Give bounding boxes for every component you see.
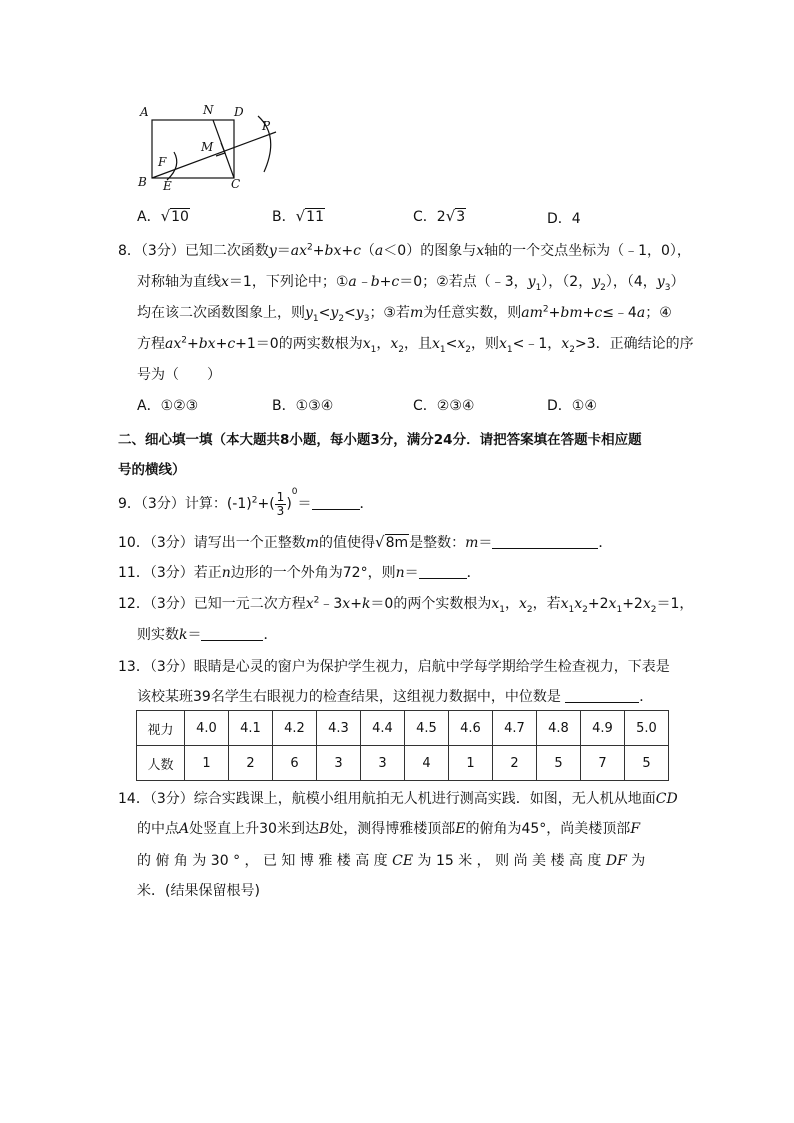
text: ，若: [532, 596, 561, 612]
text: 该校某班39名学生右眼视力的检查结果，这组视力数据中，中位数是: [137, 689, 561, 705]
math: n: [395, 565, 405, 581]
text: ＝: [478, 535, 493, 551]
q7-option-b[interactable]: [272, 206, 325, 226]
text: ＝: [187, 627, 202, 643]
table-cell: 4.6: [449, 711, 493, 746]
math: x: [642, 596, 651, 612]
text: ＝1，下列论中；①: [228, 274, 349, 290]
table-cell: 4.2: [273, 711, 317, 746]
math: y: [592, 274, 601, 290]
text: ，且: [404, 336, 432, 352]
table-cell: 4.7: [493, 711, 537, 746]
label-f: F: [158, 155, 167, 169]
q8-line3: 均在该二次函数图象上，则$y_1<y_2<y_3$；③若m为任意实数，则$am^2+bm+c\le﹣4a$；④: [137, 304, 672, 324]
q9: [118, 484, 374, 524]
table-cell: 4: [405, 746, 449, 781]
vision-table: [136, 710, 669, 781]
q14-line4: 米．(结果保留根号): [137, 883, 260, 899]
text: 均在该二次函数图象上，则: [137, 305, 305, 321]
label-m: M: [201, 140, 214, 154]
text: 处竖直上升30米到达: [189, 821, 319, 837]
table-cell: 2: [493, 746, 537, 781]
text: 的图象与: [420, 243, 477, 259]
table-cell: 4.4: [361, 711, 405, 746]
table-cell: 4.3: [317, 711, 361, 746]
math: x: [491, 596, 500, 612]
table-cell: 4.5: [405, 711, 449, 746]
q8-option-a[interactable]: A．①②③: [137, 398, 199, 414]
table-cell: 5: [625, 746, 669, 781]
label-b: B: [138, 175, 147, 189]
arc-ef: [167, 152, 177, 180]
text: ．: [263, 627, 278, 643]
q8-option-c[interactable]: C．②③④: [413, 398, 475, 414]
q7-option-c[interactable]: [413, 206, 466, 226]
math: DF: [605, 853, 627, 869]
table-cell: 6: [273, 746, 317, 781]
math: x: [574, 596, 583, 612]
text: ），（4，: [605, 274, 657, 290]
table-header-cell: 人数: [137, 746, 185, 781]
answer-blank[interactable]: [201, 628, 263, 641]
rectangle-abcd: [152, 120, 234, 178]
sqrt-symbol: √: [160, 207, 171, 225]
math: am: [521, 305, 543, 321]
sqrt-symbol: √: [375, 533, 385, 551]
q12-line1: 12．（3分）已知一元二次方程$x^2﹣3x+k=0$的两个实数根为$x_1$，$x_2$，若$x_1x_2+2x_1+2x_2=1$，: [118, 595, 694, 615]
table-row: [137, 746, 669, 781]
math-expression: $(-1)^2+$( $\frac{1}{3}$ )$^0$: [226, 487, 298, 518]
radicand: 8m: [385, 535, 409, 551]
sqrt-symbol: √: [445, 207, 456, 225]
answer-blank[interactable]: [312, 497, 360, 510]
math: CE: [392, 853, 414, 869]
math: ax: [165, 336, 182, 352]
text: 是整数：: [409, 535, 466, 551]
text: ；③若: [369, 305, 410, 321]
math: n: [221, 565, 231, 581]
math: E: [455, 821, 466, 837]
math: x: [561, 336, 570, 352]
option-label: B．: [272, 209, 296, 225]
text: ．: [466, 565, 481, 581]
q-num: 8．: [118, 243, 141, 259]
text: 为: [631, 853, 646, 869]
math: bx: [324, 243, 342, 259]
radicand: 3: [456, 209, 466, 225]
table-cell: 7: [581, 746, 625, 781]
math: x: [221, 274, 229, 290]
q-score: （3分）: [140, 243, 185, 259]
math: y: [527, 274, 536, 290]
section2-heading-line1: 二、细心填一填（本大题共8小题，每小题3分，满分24分．请把答案填在答题卡相应题: [118, 432, 642, 448]
radicand: 11: [306, 209, 324, 225]
math: y: [268, 243, 277, 259]
text: 处，测得博雅楼顶部: [329, 821, 456, 837]
table-cell: 2: [229, 746, 273, 781]
text: ＝0；②若点（﹣3，: [399, 274, 528, 290]
math: A: [179, 821, 190, 837]
segment-bp: [152, 132, 276, 178]
label-n: N: [203, 103, 214, 117]
coef: 2: [436, 209, 446, 225]
q13-line1: 13．（3分）眼睛是心灵的窗户为保护学生视力，启航中学每学期给学生检查视力，下表是: [118, 659, 670, 675]
text: 为任意实数，则: [423, 305, 522, 321]
math: x: [362, 336, 371, 352]
math: m: [305, 535, 320, 551]
table-cell: 3: [317, 746, 361, 781]
math: c: [594, 305, 603, 321]
text: （3分）计算：: [140, 496, 227, 512]
text: 的两个实数根为: [393, 596, 492, 612]
text: 14．（3分）综合实践课上，航模小组用航拍无人机进行测高实践．如图，无人机从地面: [118, 791, 656, 807]
text: <﹣1，: [512, 336, 562, 352]
section2-heading-line2: 号的横线）: [118, 462, 186, 478]
text: 的中点: [137, 821, 179, 837]
q11: [118, 562, 481, 582]
math: k: [179, 627, 188, 643]
math: x: [432, 336, 440, 352]
label-c: C: [231, 177, 241, 191]
math: bx: [198, 336, 216, 352]
math: x: [499, 336, 507, 352]
text: 则实数: [137, 627, 179, 643]
math: a: [636, 305, 646, 321]
math: x: [457, 336, 466, 352]
q8-option-b[interactable]: B．①③④: [272, 398, 334, 414]
table-header-cell: 视力: [137, 711, 185, 746]
math: x: [608, 596, 617, 612]
q13-line2: [137, 686, 653, 706]
table-row: [137, 711, 669, 746]
math: F: [630, 821, 641, 837]
label-p: P: [262, 119, 271, 133]
table-cell: 5.0: [625, 711, 669, 746]
geometry-figure: [130, 96, 290, 196]
text: ），（2，: [541, 274, 593, 290]
table-cell: 1: [185, 746, 229, 781]
q14-line3: [137, 850, 645, 870]
answer-blank[interactable]: [565, 690, 639, 703]
math: CD: [655, 791, 678, 807]
text: ）: [670, 274, 685, 290]
text: 的俯角为45°，尚美楼顶部: [465, 821, 631, 837]
label-d: D: [234, 105, 244, 119]
math: y: [305, 305, 313, 321]
q8-line5: 号为（ ）: [137, 367, 221, 383]
text: 为 15 米 ， 则 尚 美 楼 高 度: [417, 853, 602, 869]
math: x: [305, 596, 314, 612]
table-cell: 1: [449, 746, 493, 781]
math: x: [476, 243, 485, 259]
text: ≤﹣4: [602, 305, 637, 321]
text: ，则: [471, 336, 500, 352]
radicand: 10: [171, 209, 189, 225]
denominator: 3: [276, 503, 285, 518]
q14-line2: [137, 818, 640, 838]
text: 的值使得: [319, 535, 376, 551]
q14-line1: [118, 788, 678, 808]
math: x: [390, 336, 399, 352]
math: B: [318, 821, 330, 837]
q7-option-a[interactable]: [137, 206, 190, 226]
math: m: [410, 305, 424, 321]
fraction: [275, 491, 287, 518]
table-cell: 4.8: [537, 711, 581, 746]
text: 轴的一个交点坐标为（﹣1，0），: [484, 243, 691, 259]
text: 10．（3分）请写出一个正整数: [118, 535, 306, 551]
text: >3．正确结论的序: [574, 336, 694, 352]
table-cell: 4.9: [581, 711, 625, 746]
q10: [118, 532, 612, 552]
text: 11．（3分）若正: [118, 565, 222, 581]
math: x: [518, 596, 527, 612]
q12-line2: [137, 624, 277, 644]
text: 边形的一个外角为72°，则: [230, 565, 396, 581]
math: y: [656, 274, 665, 290]
table-cell: 5: [537, 746, 581, 781]
math: a﹣b+c: [348, 274, 400, 290]
math: ax: [290, 243, 308, 259]
math: x: [560, 596, 569, 612]
math: c: [353, 243, 361, 259]
text: ＝: [404, 565, 419, 581]
option-label: C．: [413, 209, 437, 225]
numerator: 1: [276, 489, 285, 504]
math: bm: [560, 305, 583, 321]
table-cell: 3: [361, 746, 405, 781]
math: y: [330, 305, 339, 321]
text: 的 俯 角 为 30 ° ， 已 知 博 雅 楼 高 度: [137, 853, 388, 869]
q8-option-d[interactable]: D．①④: [547, 398, 597, 414]
table-cell: 4.1: [229, 711, 273, 746]
table-cell: 4.0: [185, 711, 229, 746]
math: a: [374, 243, 384, 259]
text: ．: [598, 535, 613, 551]
text: 对称轴为直线: [137, 274, 221, 290]
text: 12．（3分）已知一元二次方程: [118, 596, 306, 612]
option-label: A．: [137, 209, 161, 225]
q7-option-d[interactable]: D．4: [547, 211, 581, 227]
text: 已知二次函数: [184, 243, 269, 259]
q8-line4: 方程$ax^2+bx+c+1=0$的两实数根为$x_1$，$x_2$，且$x_1<x_2$，则$x_1<﹣1$，$x_2>3$．正确结论的序: [137, 335, 694, 355]
label-e: E: [163, 179, 172, 193]
text: ．: [639, 689, 654, 705]
text: ＝1，: [656, 596, 694, 612]
math: m: [465, 535, 479, 551]
math: x: [342, 596, 351, 612]
q8-line1: 8．（3分）已知二次函数$y=ax^2+bx+c(a<0)$的图象与x轴的一个交点坐标为（﹣1，0），: [118, 242, 691, 259]
text: ＝: [297, 496, 312, 512]
answer-blank[interactable]: [419, 566, 467, 579]
math: y: [355, 305, 364, 321]
text: ＝0的两实数根为: [255, 336, 363, 352]
text: ．: [359, 496, 374, 512]
sqrt-symbol: √: [295, 207, 306, 225]
math: c: [227, 336, 236, 352]
answer-blank[interactable]: [492, 536, 598, 549]
text: 方程: [137, 336, 165, 352]
label-a: A: [140, 105, 149, 119]
math: k: [361, 596, 371, 612]
q-num: 9．: [118, 496, 141, 512]
q8-line2: 对称轴为直线x＝1，下列论中；①a﹣b+c＝0；②若点（﹣3，$y_1$），（2，$y_2$），（4，$y_3$）: [137, 274, 685, 293]
text: ；④: [645, 305, 672, 321]
